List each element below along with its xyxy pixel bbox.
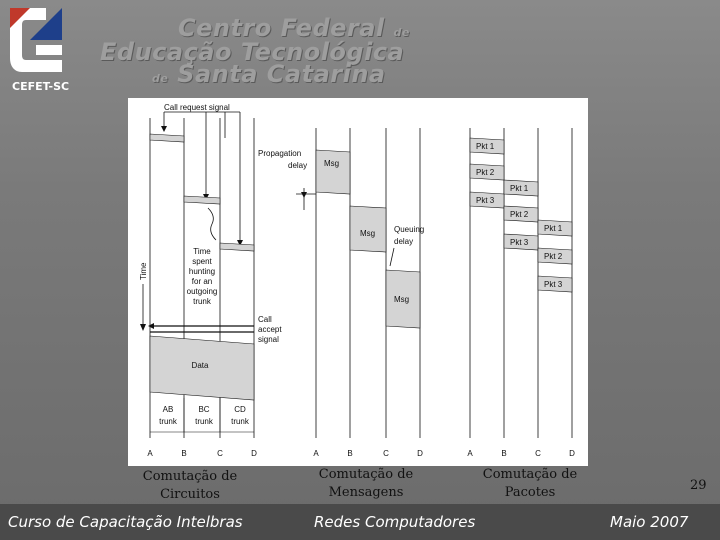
svg-text:delay: delay [394, 237, 414, 246]
brand-line-2: Educação Tecnológica [100, 38, 405, 66]
svg-text:Pkt 2: Pkt 2 [510, 210, 529, 219]
svg-text:C: C [535, 449, 541, 458]
brand-line-3-small: de [152, 72, 169, 85]
msg-label-3: Msg [394, 295, 410, 304]
svg-text:D: D [417, 449, 423, 458]
caption-messages-line-2: Mensagens [328, 485, 404, 500]
svg-text:Pkt 1: Pkt 1 [510, 184, 529, 193]
brand-line-3-main: Santa Catarina [177, 60, 386, 88]
brand-line-1-small: de [393, 26, 410, 39]
footer-right: Maio 2007 [610, 513, 689, 531]
svg-text:outgoing: outgoing [186, 287, 218, 296]
svg-text:D: D [569, 449, 575, 458]
footer [0, 504, 720, 540]
caption-circuits [120, 468, 260, 504]
header [0, 0, 720, 100]
trunk-labels [159, 405, 250, 426]
logo-text: CEFET-SC [12, 80, 70, 93]
svg-text:Time: Time [193, 247, 211, 256]
svg-text:Pkt 2: Pkt 2 [476, 168, 495, 177]
svg-text:AB: AB [162, 405, 174, 414]
svg-text:Pkt 3: Pkt 3 [544, 280, 563, 289]
call-accept-label [258, 315, 282, 344]
msg-label-1: Msg [324, 159, 340, 168]
svg-text:Pkt 1: Pkt 1 [544, 224, 563, 233]
caption-packets [460, 466, 600, 502]
svg-text:B: B [501, 449, 507, 458]
svg-text:A: A [313, 449, 319, 458]
svg-text:accept: accept [258, 325, 282, 334]
svg-text:B: B [181, 449, 187, 458]
time-spent-label [187, 247, 218, 306]
brand-line-3 [152, 60, 386, 88]
svg-text:B: B [347, 449, 353, 458]
svg-text:Pkt 1: Pkt 1 [476, 142, 495, 151]
caption-messages-line-1: Comutação de [318, 467, 414, 482]
svg-text:C: C [217, 449, 223, 458]
circuit-node-labels [147, 449, 257, 458]
message-node-labels [313, 449, 423, 458]
switching-diagram [128, 98, 588, 466]
call-request-label: Call request signal [164, 103, 230, 112]
svg-text:signal: signal [258, 335, 279, 344]
caption-messages [296, 466, 436, 502]
footer-left: Curso de Capacitação Intelbras [8, 513, 243, 531]
data-label: Data [191, 361, 209, 370]
msg-label-2: Msg [360, 229, 376, 238]
caption-packets-line-2: Pacotes [504, 485, 556, 500]
svg-text:Pkt 2: Pkt 2 [544, 252, 563, 261]
packet-labels [476, 142, 563, 289]
svg-text:Pkt 3: Pkt 3 [476, 196, 495, 205]
propagation-delay-label [258, 149, 307, 170]
svg-text:Propagation: Propagation [258, 149, 302, 158]
caption-circuits-line-2: Circuitos [160, 487, 220, 502]
svg-text:A: A [147, 449, 153, 458]
svg-text:C: C [383, 449, 389, 458]
svg-text:trunk: trunk [195, 417, 213, 426]
svg-text:for an: for an [191, 277, 213, 286]
svg-text:trunk: trunk [193, 297, 211, 306]
brand-line-1-main: Centro Federal [178, 14, 385, 42]
svg-text:hunting: hunting [188, 267, 216, 276]
svg-text:Pkt 3: Pkt 3 [510, 238, 529, 247]
footer-center: Redes Computadores [314, 513, 476, 531]
time-axis-label: Time [139, 262, 148, 280]
packet-node-labels [467, 449, 575, 458]
caption-packets-line-1: Comutação de [482, 467, 578, 482]
svg-text:Queuing: Queuing [394, 225, 425, 234]
svg-text:CD: CD [234, 405, 246, 414]
svg-text:Call: Call [258, 315, 272, 324]
svg-text:A: A [467, 449, 473, 458]
svg-text:delay: delay [288, 161, 308, 170]
svg-text:D: D [251, 449, 257, 458]
svg-text:trunk: trunk [231, 417, 249, 426]
svg-text:trunk: trunk [159, 417, 177, 426]
caption-circuits-line-1: Comutação de [142, 469, 238, 484]
page-number: 29 [690, 478, 707, 493]
svg-text:spent: spent [192, 257, 212, 266]
svg-text:BC: BC [198, 405, 210, 414]
